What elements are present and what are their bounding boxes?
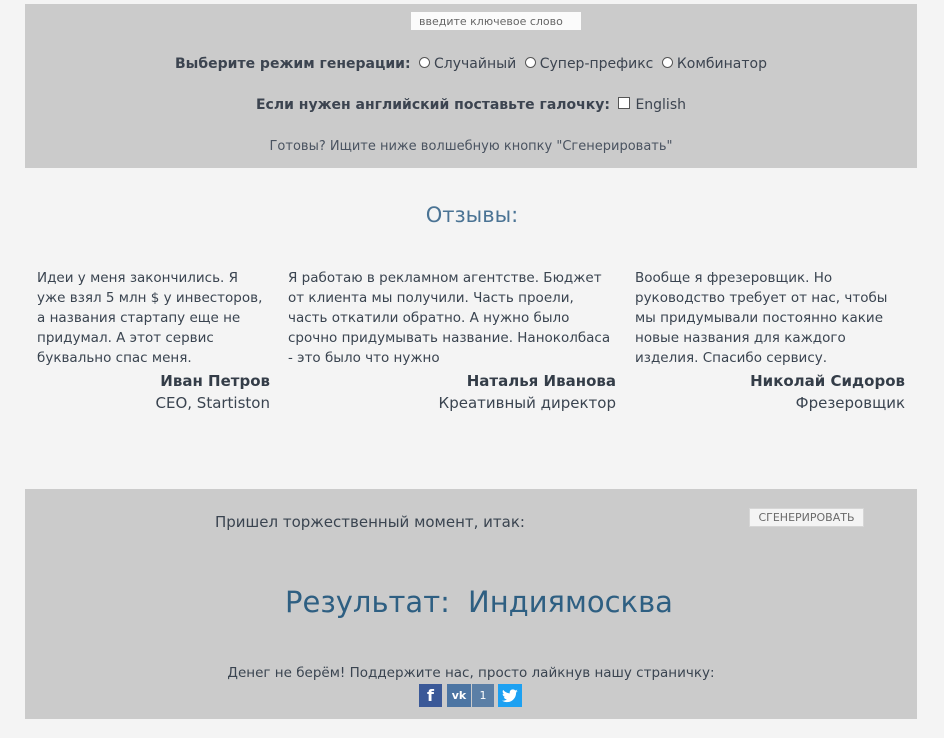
english-row [25, 97, 917, 113]
result-label: Результат: [285, 585, 450, 619]
review-text: Я работаю в рекламном агентстве. Бюджет от клиента мы получили. Часть проели, часть откатили обратно. А нужно было срочно придумывать название. Наноколбаса - это было что нужно [288, 270, 611, 366]
vk-icon: vk [451, 689, 467, 702]
review-author: Николай Сидоров [750, 372, 905, 390]
english-label: Если нужен английский поставьте галочку: [255, 97, 610, 113]
mode-radio-random[interactable] [419, 57, 430, 68]
review-role: Креативный директор [438, 394, 616, 412]
generate-button[interactable]: СГЕНЕРИРОВАТЬ [749, 508, 864, 527]
review-role: Фрезеровщик [795, 394, 905, 412]
mode-row [25, 56, 917, 72]
reviews-title: Отзывы: [425, 203, 519, 227]
review-text: Вообще я фрезеровщик. Но руководство требует от нас, чтобы мы придумывали постоянно какие новые названия для каждого изделия. Спасибо сервису. [635, 270, 888, 366]
mode-option-combinator[interactable]: Комбинатор [676, 56, 767, 72]
twitter-share-button[interactable] [498, 684, 522, 707]
moment-text: Пришел торжественный момент, итак: [215, 513, 525, 531]
review-card [635, 268, 905, 414]
facebook-icon: f [427, 686, 434, 705]
review-card [37, 268, 270, 414]
twitter-bird-icon [502, 689, 518, 703]
facebook-share-button[interactable] [419, 684, 442, 707]
result-value: Индиямосква [468, 585, 673, 619]
mode-option-random[interactable]: Случайный [434, 56, 517, 72]
english-checkbox[interactable] [618, 97, 630, 109]
mode-option-super-prefix[interactable]: Супер-префикс [539, 56, 654, 72]
vk-share-button[interactable] [447, 684, 471, 707]
review-role: CEO, Startiston [155, 394, 270, 412]
review-author: Иван Петров [160, 372, 270, 390]
support-text: Денег не берём! Поддержите нас, просто лайкнув нашу страничку: [227, 665, 715, 681]
vk-share-count: 1 [472, 684, 494, 707]
review-author: Наталья Иванова [466, 372, 616, 390]
mode-radio-super-prefix[interactable] [525, 57, 536, 68]
ready-text: Готовы? Ищите ниже волшебную кнопку "Сгенерировать" [269, 139, 673, 154]
generator-settings-panel [25, 4, 917, 168]
mode-radio-combinator[interactable] [662, 57, 673, 68]
result-panel [25, 489, 917, 719]
english-option[interactable]: English [635, 97, 686, 113]
mode-label: Выберите режим генерации: [175, 56, 411, 72]
keyword-input[interactable] [411, 12, 581, 30]
review-card [288, 268, 616, 414]
review-text: Идеи у меня закончились. Я уже взял 5 млн $ у инвесторов, а названия стартапу еще не придумал. А этот сервис буквально спас меня. [37, 270, 263, 366]
